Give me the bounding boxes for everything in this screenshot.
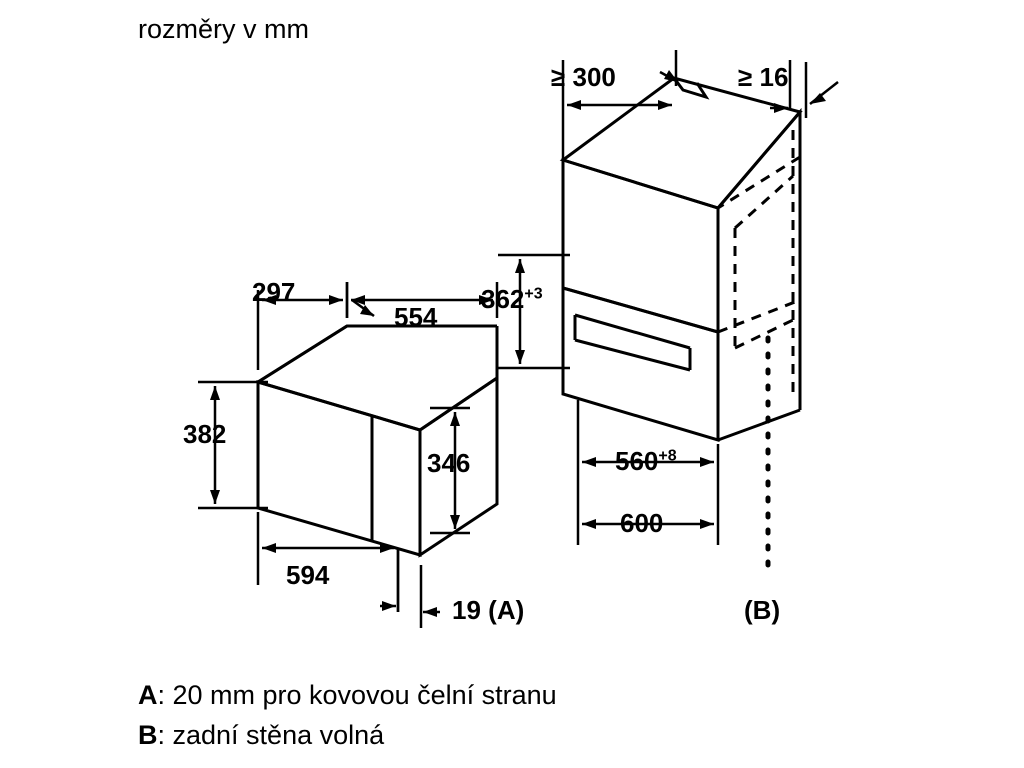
page-title: rozměry v mm bbox=[138, 14, 309, 44]
dim-label-297: 297 bbox=[252, 277, 296, 307]
note-b-key: B bbox=[138, 720, 158, 750]
note-a-key: A bbox=[138, 680, 158, 710]
bmark-key: B bbox=[752, 595, 772, 625]
dim-label-560-tolerance: +8 bbox=[658, 447, 677, 465]
bmark-open: ( bbox=[744, 595, 753, 625]
bmark-close: ) bbox=[771, 595, 781, 625]
dim-label-362-tolerance: +3 bbox=[524, 285, 543, 303]
back-wall-marker-label bbox=[744, 595, 780, 626]
dim-label-362-value: 362 bbox=[481, 284, 525, 314]
dim-label-346: 346 bbox=[427, 448, 471, 478]
dim-label-560-value: 560 bbox=[615, 446, 659, 476]
dim-label-300: ≥ 300 bbox=[551, 62, 616, 92]
niche-cabinet bbox=[563, 78, 800, 440]
dim-label-382: 382 bbox=[183, 419, 227, 449]
dim-label-554: 554 bbox=[394, 302, 438, 332]
dim-label-600: 600 bbox=[620, 508, 664, 538]
dim-label-560 bbox=[615, 446, 677, 477]
dim-label-19-key: A bbox=[496, 595, 516, 625]
dim-label-19-A bbox=[452, 595, 524, 626]
dim-label-594: 594 bbox=[286, 560, 330, 590]
note-b bbox=[138, 720, 384, 751]
dim-label-19-suffix: ) bbox=[515, 595, 525, 625]
dim-19-A bbox=[380, 548, 440, 628]
dim-label-362 bbox=[481, 284, 543, 315]
note-a bbox=[138, 680, 557, 711]
dim-label-16: ≥ 16 bbox=[738, 62, 789, 92]
appliance-body bbox=[258, 326, 497, 555]
note-b-text: : zadní stěna volná bbox=[157, 720, 385, 750]
note-a-text: : 20 mm pro kovovou čelní stranu bbox=[157, 680, 557, 710]
dim-label-19-prefix: 19 ( bbox=[452, 595, 497, 625]
